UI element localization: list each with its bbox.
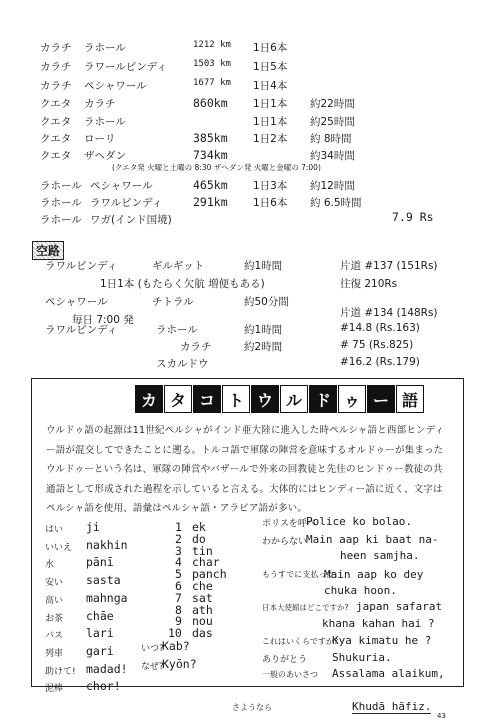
air-r3-fare1: #14.8 (Rs.163) xyxy=(340,322,420,334)
vocab-ur: sasta xyxy=(86,573,121,588)
route-to: ラホール xyxy=(84,42,126,54)
number-digit: 2 xyxy=(175,531,182,546)
air-r1-fare: 片道 #137 (151Rs) xyxy=(340,260,438,272)
vocab-ur: gari xyxy=(86,643,114,658)
when-ur: Kab? xyxy=(162,639,190,653)
air-r2-note: 毎日 7:00 発 xyxy=(72,314,134,326)
route-to: ペシャワール xyxy=(90,180,153,192)
route-from: クエタ xyxy=(40,133,72,145)
route-from: ラホール xyxy=(40,214,82,226)
route-to: ペシャワール xyxy=(84,80,147,92)
route-distance: 1212 km xyxy=(193,40,231,50)
number-digit: 4 xyxy=(175,555,182,570)
zahedan-note: (クエタ発 火曜と土曜の 8:30 ザヘダン発 火曜と金曜の 7:00) xyxy=(112,163,321,172)
katakoto-banner xyxy=(135,385,425,411)
air-label: 空路 xyxy=(32,241,64,260)
banner-char: カ xyxy=(135,385,163,413)
phrase-embassy-ur1: japan safarat xyxy=(356,600,443,613)
phrase-greeting-jp2: さようなら xyxy=(232,703,272,712)
phrase-dont-understand-ur1: Main aap ki baat na- xyxy=(306,533,439,546)
route-from: カラチ xyxy=(40,42,72,54)
air-r3-dur1: 約1時間 xyxy=(244,324,283,336)
phrase-embassy-jp: 日本大使館はどこですか? xyxy=(262,603,349,612)
route-distance: 734km xyxy=(193,148,228,162)
number-word: char xyxy=(192,555,220,570)
route-to: ワガ(インド国境) xyxy=(90,214,172,226)
vocab-jp: 泥棒 xyxy=(45,684,64,695)
katakoto-urdu-box xyxy=(31,378,464,695)
vocab-jp: 水 xyxy=(45,560,55,571)
route-freq: 1日1本 xyxy=(253,98,288,110)
number-digit: 10 xyxy=(168,626,182,641)
number-digit: 1 xyxy=(175,520,182,534)
phrase-embassy-ur2: khana kahan hai ? xyxy=(322,617,435,630)
vocab-jp: バス xyxy=(45,631,64,642)
air-r3-to2: カラチ xyxy=(180,341,212,353)
route-to: ザヘダン xyxy=(84,150,127,162)
phrase-greeting-ur2: Khudā hāfiz. xyxy=(352,700,432,713)
route-freq: 1日1本 xyxy=(253,116,288,128)
route-distance: 1677 km xyxy=(193,78,231,88)
route-freq: 1日6本 xyxy=(253,197,288,209)
route-from: ラホール xyxy=(40,180,82,192)
phrase-price-ur: Kya kimatu he ? xyxy=(332,634,432,647)
number-digit: 6 xyxy=(175,579,182,593)
page-number: 43 xyxy=(437,712,446,720)
vocab-ur: madad! xyxy=(86,661,128,676)
number-word: tin xyxy=(192,543,213,558)
urdu-intro-text: ウルドゥ語の起源は11世紀ペルシャがインド亜大陸に進入した時ペルシャ語と西部ヒンディー語が混交してできたことに遡る。トルコ語で軍隊の陣営を意味するオルドゥーが集まったウルドゥーという名は、軍隊の陣営やバザールで外来の回教徒と先住のヒンドゥー教徒の共通語として形成された過程を示していると言える。大体的にはヒンディー語に近く、文字はペルシャ語を使用、語彙はペルシャ語・アラビア語が多い。 xyxy=(46,425,445,514)
why-ur: Kyōn? xyxy=(162,657,197,671)
air-r2-from: ペシャワール xyxy=(45,296,108,308)
phrase-paid-jp: もうすでに支払った xyxy=(262,570,335,579)
number-word: sat xyxy=(192,590,213,605)
air-r3-to3: スカルドウ xyxy=(156,358,209,370)
banner-char: コ xyxy=(193,385,221,413)
air-r2-fare: 片道 #134 (148Rs) xyxy=(340,307,438,319)
route-to: ローリ xyxy=(84,133,116,145)
vocab-jp: 列車 xyxy=(45,648,64,659)
route-dur: 約 8時間 xyxy=(310,133,352,145)
banner-char: ト xyxy=(222,385,250,413)
air-section-heading xyxy=(32,240,64,260)
vocab-ur: pānī xyxy=(86,555,114,570)
when-jp: いつ? xyxy=(141,644,164,654)
air-r1-dur: 約1時間 xyxy=(244,260,283,272)
phrase-price-jp: これはいくらですか? xyxy=(262,637,339,646)
banner-char: ゥ xyxy=(338,385,366,413)
vocab-ur: mahnga xyxy=(86,590,128,605)
air-r1-note: 1日1本 (もたらく欠航 増便もある) xyxy=(100,278,265,290)
route-distance: 465km xyxy=(193,178,228,192)
air-r3-fare3: #16.2 (Rs.179) xyxy=(340,356,420,368)
number-digit: 7 xyxy=(175,590,182,605)
air-r3-from: ラワルピンディ xyxy=(45,324,118,336)
route-freq: 1日6本 xyxy=(253,42,288,54)
route-freq: 1日4本 xyxy=(253,80,288,92)
banner-char: タ xyxy=(164,385,192,413)
vocab-ur: nakhin xyxy=(86,537,128,552)
banner-char: ル xyxy=(280,385,308,413)
route-freq: 1日5本 xyxy=(253,61,288,73)
air-r2-to: チトラル xyxy=(152,296,194,308)
route-dur: 約 6.5時間 xyxy=(310,197,362,209)
banner-char: ウ xyxy=(251,385,279,413)
waga-fare: 7.9 Rs xyxy=(392,210,434,224)
route-from: ラホール xyxy=(40,197,82,209)
number-word: do xyxy=(192,531,206,546)
route-dur: 約34時間 xyxy=(310,150,355,162)
route-distance: 1503 km xyxy=(193,59,231,69)
phrase-paid-ur2: chuka hoon. xyxy=(324,584,397,597)
route-freq: 1日2本 xyxy=(253,133,288,145)
route-from: クエタ xyxy=(40,150,72,162)
vocab-jp: 助けて! xyxy=(45,666,76,677)
route-freq: 1日3本 xyxy=(253,180,288,192)
route-to: カラチ xyxy=(84,98,116,110)
number-word: ath xyxy=(192,602,213,617)
air-r2-dur: 約50分間 xyxy=(244,296,289,308)
vocab-jp: いいえ xyxy=(45,542,73,553)
route-distance: 291km xyxy=(193,195,228,209)
route-from: カラチ xyxy=(40,80,72,92)
number-word: das xyxy=(192,626,213,641)
vocab-ur: lari xyxy=(86,626,114,641)
route-from: クエタ xyxy=(40,116,72,128)
phrase-greeting-ur1: Assalama alaikum, xyxy=(332,667,445,680)
air-r1-to: ギルギット xyxy=(152,260,205,272)
number-digit: 5 xyxy=(175,567,182,582)
number-digit: 8 xyxy=(175,602,182,617)
air-r3-fare2: # 75 (Rs.825) xyxy=(340,339,414,351)
vocab-jp: お茶 xyxy=(45,613,64,624)
route-distance: 385km xyxy=(193,131,228,145)
phrase-thanks-jp: ありがとう xyxy=(262,655,308,665)
route-dur: 約12時間 xyxy=(310,180,355,192)
number-word: nou xyxy=(192,614,213,629)
banner-char: ー xyxy=(367,385,395,413)
number-word: che xyxy=(192,579,213,593)
air-r1-return: 往復 210Rs xyxy=(340,278,398,290)
vocab-ur: chāe xyxy=(86,608,114,623)
phrase-dont-understand-jp: わからない xyxy=(262,537,308,547)
phrase-police-jp: ポリスを呼べ xyxy=(262,519,316,529)
air-r3-to1: ラホール xyxy=(156,324,198,336)
phrase-police-ur: Police ko bolao. xyxy=(306,515,412,528)
vocab-jp: 高い xyxy=(45,595,64,606)
phrase-dont-understand-ur2: heen samjha. xyxy=(340,549,420,562)
route-from: クエタ xyxy=(40,98,72,110)
vocab-jp: はい xyxy=(45,525,64,535)
route-distance: 860km xyxy=(193,96,228,110)
phrase-paid-ur1: Main aap ko dey xyxy=(324,568,424,581)
number-digit: 3 xyxy=(175,543,182,558)
number-digit: 9 xyxy=(175,614,182,629)
air-r3-dur2: 約2時間 xyxy=(244,341,283,353)
route-dur: 約22時間 xyxy=(310,98,355,110)
banner-char: 語 xyxy=(396,385,424,413)
air-r1-from: ラワルピンディ xyxy=(45,260,118,272)
number-word: panch xyxy=(192,567,227,582)
route-from: カラチ xyxy=(40,61,72,73)
vocab-ur: ji xyxy=(86,520,100,534)
route-to: ラワルピンディ xyxy=(90,197,163,209)
vocab-ur: chor! xyxy=(86,679,121,694)
banner-char: ド xyxy=(309,385,337,413)
why-jp: なぜ? xyxy=(141,662,164,672)
route-dur: 約25時間 xyxy=(310,116,355,128)
route-to: ラホール xyxy=(84,116,126,128)
number-word: ek xyxy=(192,520,206,534)
vocab-jp: 安い xyxy=(45,578,64,589)
route-to: ラワールピンディ xyxy=(84,61,167,73)
phrase-greeting-jp1: 一般のあいさつ xyxy=(262,670,318,679)
phrase-thanks-ur: Shukuria. xyxy=(332,651,392,664)
